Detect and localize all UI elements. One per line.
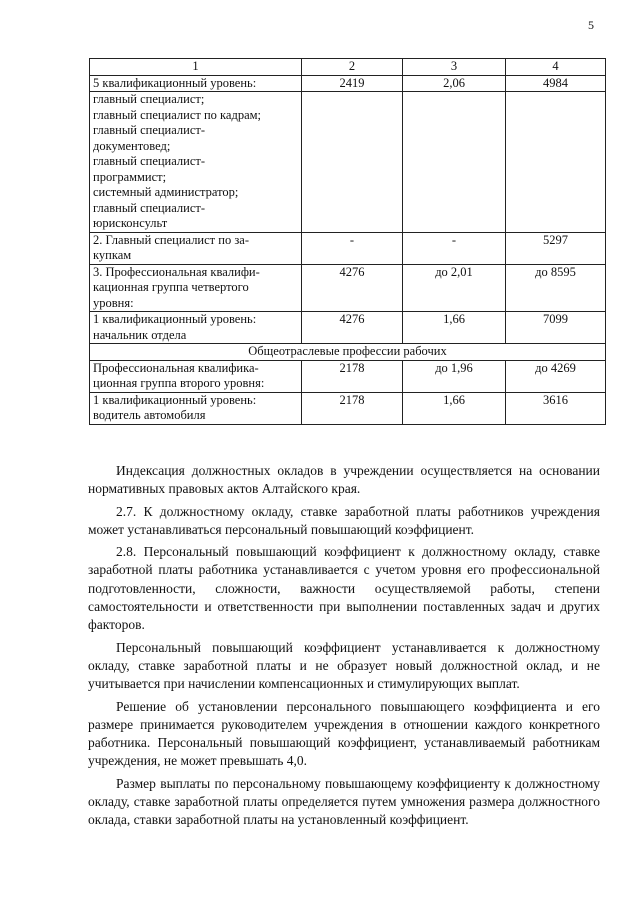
table-cell-col-4: до 4269 (506, 360, 606, 392)
table-cell-col-2: - (302, 232, 403, 264)
table-header-row (90, 59, 606, 76)
table-row (90, 75, 606, 92)
table-cell-col-1: 5 квалификационный уровень: (90, 75, 302, 92)
table-cell-col-3: 1,66 (403, 312, 506, 344)
table-cell-col-4 (506, 92, 606, 233)
paragraph: Персональный повышающий коэффициент устанавливается к должностному окладу, ставке заработной платы и не образует новый должностной оклад, и не учитывается при начислении компенсационных и стимулирующих выплат. (88, 639, 600, 692)
table-cell-col-2: 2419 (302, 75, 403, 92)
table-cell-col-3: 2,06 (403, 75, 506, 92)
table-cell-col-1: 3. Профессиональная квалифи- кационная группа четвертого уровня: (90, 264, 302, 312)
paragraph: Индексация должностных окладов в учреждении осуществляется на основании нормативных правовых актов Алтайского края. (88, 463, 600, 497)
table-row (90, 232, 606, 264)
table-cell-col-2: 4276 (302, 312, 403, 344)
table-row (90, 312, 606, 344)
table-cell-col-1: 1 квалификационный уровень: водитель автомобиля (90, 392, 302, 424)
table-cell-col-4: до 8595 (506, 264, 606, 312)
salary-table (89, 58, 606, 425)
section-header: Общеотраслевые профессии рабочих (90, 344, 606, 361)
header-col-4: 4 (506, 59, 606, 76)
table-cell-col-3: до 1,96 (403, 360, 506, 392)
page-number: 5 (588, 18, 594, 32)
table-row (90, 264, 606, 312)
table-cell-col-1: главный специалист; главный специалист по кадрам; главный специалист- документовед; главный специалист- программист; системный администратор; главный специалист- юрисконсульт (90, 92, 302, 233)
header-col-1: 1 (90, 59, 302, 76)
table-cell-col-1: 1 квалификационный уровень: начальник отдела (90, 312, 302, 344)
table-row (90, 92, 606, 233)
table-cell-col-2: 2178 (302, 392, 403, 424)
table-cell-col-1: 2. Главный специалист по за- купкам (90, 232, 302, 264)
table-cell-col-3: - (403, 232, 506, 264)
table-cell-col-4: 7099 (506, 312, 606, 344)
table-cell-col-3: до 2,01 (403, 264, 506, 312)
table-cell-col-3: 1,66 (403, 392, 506, 424)
table-cell-col-4: 5297 (506, 232, 606, 264)
table-cell-col-2: 2178 (302, 360, 403, 392)
table-row (90, 344, 606, 361)
table-cell-col-4: 4984 (506, 75, 606, 92)
header-col-2: 2 (302, 59, 403, 76)
table-cell-col-3 (403, 92, 506, 233)
table-cell-col-2: 4276 (302, 264, 403, 312)
table-cell-col-4: 3616 (506, 392, 606, 424)
salary-table-body (90, 59, 606, 425)
table-row (90, 360, 606, 392)
paragraph: 2.7. К должностному окладу, ставке заработной платы работников учреждения может устанавливаться персональный повышающий коэффициент. (88, 503, 600, 537)
paragraph: Решение об установлении персонального повышающего коэффициента и его размере принимается руководителем учреждения в отношении каждого конкретного работника. Персональный повышающий коэффициент, устанавливаемый работникам учреждения, не может превышать 4,0. (88, 698, 600, 769)
paragraph: Размер выплаты по персональному повышающему коэффициенту к должностному окладу, ставке заработной платы определяется путем умножения размера должностного оклада, ставки заработной платы на установленный коэффициент. (88, 775, 600, 828)
paragraph: 2.8. Персональный повышающий коэффициент к должностному окладу, ставке заработной платы работника устанавливается с учетом уровня его профессиональной подготовленности, сложности, важности осуществляемой работы, степени самостоятельности и ответственности при выполнении поставленных задач и других факторов. (88, 544, 600, 633)
table-row (90, 392, 606, 424)
body-text (88, 462, 600, 834)
header-col-3: 3 (403, 59, 506, 76)
table-cell-col-2 (302, 92, 403, 233)
table-cell-col-1: Профессиональная квалифика- ционная группа второго уровня: (90, 360, 302, 392)
